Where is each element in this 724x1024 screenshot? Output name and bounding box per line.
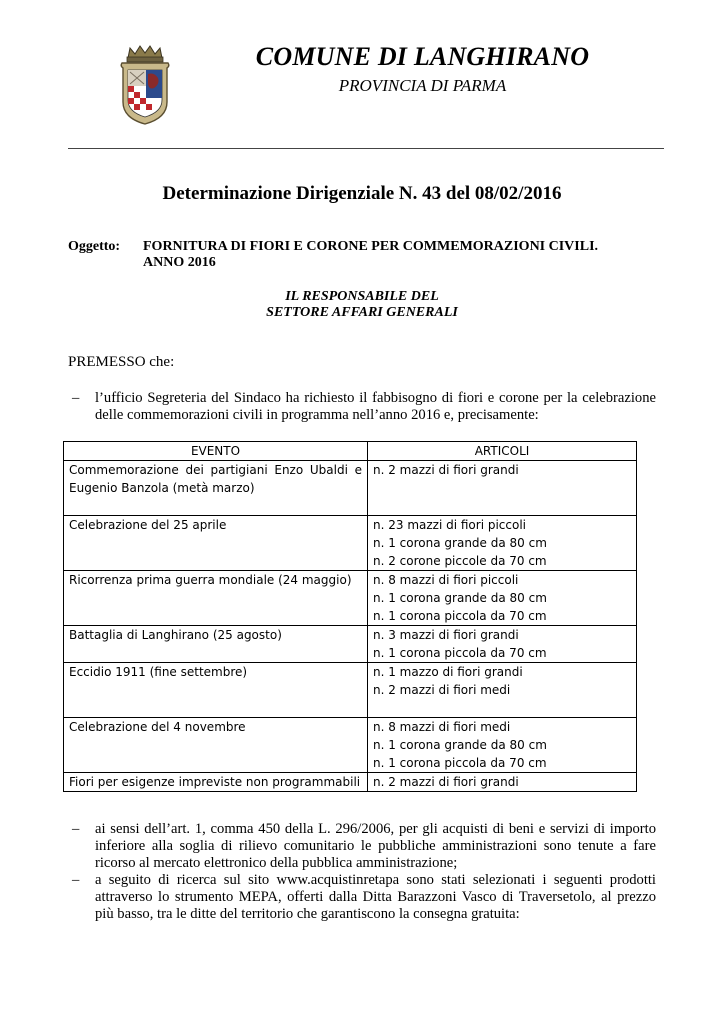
commune-name: COMUNE DI LANGHIRANO (255, 42, 590, 71)
articoli-cell: n. 8 mazzi di fiori piccoli n. 1 corona grande da 80 cm n. 1 corona piccola da 70 cm (368, 571, 637, 626)
table-row (64, 626, 637, 663)
events-table (63, 441, 637, 792)
bullet-item (68, 821, 656, 872)
determination-title: Determinazione Dirigenziale N. 43 del 08/02/2016 (162, 183, 562, 204)
premesso-label: PREMESSO che: (68, 354, 175, 370)
dash-bullet: – (72, 821, 80, 837)
bullet-text: l’ufficio Segreteria del Sindaco ha richiesto il fabbisogno di fiori e corone per la celebrazione delle commemorazioni civili in programma nell’anno 2016 e, precisamente: (95, 390, 656, 423)
oggetto-text: FORNITURA DI FIORI E CORONE PER COMMEMORAZIONI CIVILI. ANNO 2016 (143, 239, 599, 270)
evento-cell: Ricorrenza prima guerra mondiale (24 maggio) (64, 571, 368, 626)
dash-bullet: – (72, 872, 80, 888)
table-row (64, 571, 637, 626)
province-name: PROVINCIA DI PARMA (338, 76, 507, 95)
evento-cell: Celebrazione del 4 novembre (64, 718, 368, 773)
bullet-text: ai sensi dell’art. 1, comma 450 della L. 296/2006, per gli acquisti di beni e servizi di importo inferiore alla soglia di rilievo comunitario le pubbliche amministrazioni sono tenute a fare ricorso al mercato elettronico della pubblica amministrazione; (95, 821, 656, 871)
articoli-cell: n. 1 mazzo di fiori grandi n. 2 mazzi di fiori medi (368, 663, 637, 718)
dash-bullet: – (72, 390, 80, 406)
column-header-evento: EVENTO (64, 442, 368, 461)
coat-of-arms-icon (118, 44, 172, 126)
table-row (64, 718, 637, 773)
header-divider (68, 148, 664, 149)
table-header-row (64, 442, 637, 461)
table-row (64, 461, 637, 516)
evento-cell: Eccidio 1911 (fine settembre) (64, 663, 368, 718)
evento-cell: Battaglia di Langhirano (25 agosto) (64, 626, 368, 663)
articoli-cell: n. 2 mazzi di fiori grandi (368, 773, 637, 792)
articoli-cell: n. 3 mazzi di fiori grandi n. 1 corona piccola da 70 cm (368, 626, 637, 663)
evento-cell: Fiori per esigenze impreviste non programmabili (64, 773, 368, 792)
responsabile-heading: IL RESPONSABILE DEL SETTORE AFFARI GENERALI (266, 289, 458, 320)
bullet-item (68, 390, 656, 424)
table-row (64, 516, 637, 571)
evento-cell: Celebrazione del 25 aprile (64, 516, 368, 571)
articoli-cell: n. 8 mazzi di fiori medi n. 1 corona grande da 80 cm n. 1 corona piccola da 70 cm (368, 718, 637, 773)
articoli-cell: n. 23 mazzi di fiori piccoli n. 1 corona grande da 80 cm n. 2 corone piccole da 70 cm (368, 516, 637, 571)
table-row (64, 663, 637, 718)
articoli-cell: n. 2 mazzi di fiori grandi (368, 461, 637, 516)
evento-cell: Commemorazione dei partigiani Enzo Ubaldi e Eugenio Banzola (metà marzo) (64, 461, 368, 516)
oggetto-label: Oggetto: (68, 239, 121, 254)
column-header-articoli: ARTICOLI (368, 442, 637, 461)
table-row (64, 773, 637, 792)
bullet-item (68, 872, 656, 923)
bullet-text: a seguito di ricerca sul sito www.acquistinretapa sono stati selezionati i seguenti prodotti attraverso lo strumento MEPA, offerti dalla Ditta Barazzoni Vasco di Traversetolo, al prezzo più basso, tra le ditte del territorio che garantiscono la consegna gratuita: (95, 872, 656, 922)
